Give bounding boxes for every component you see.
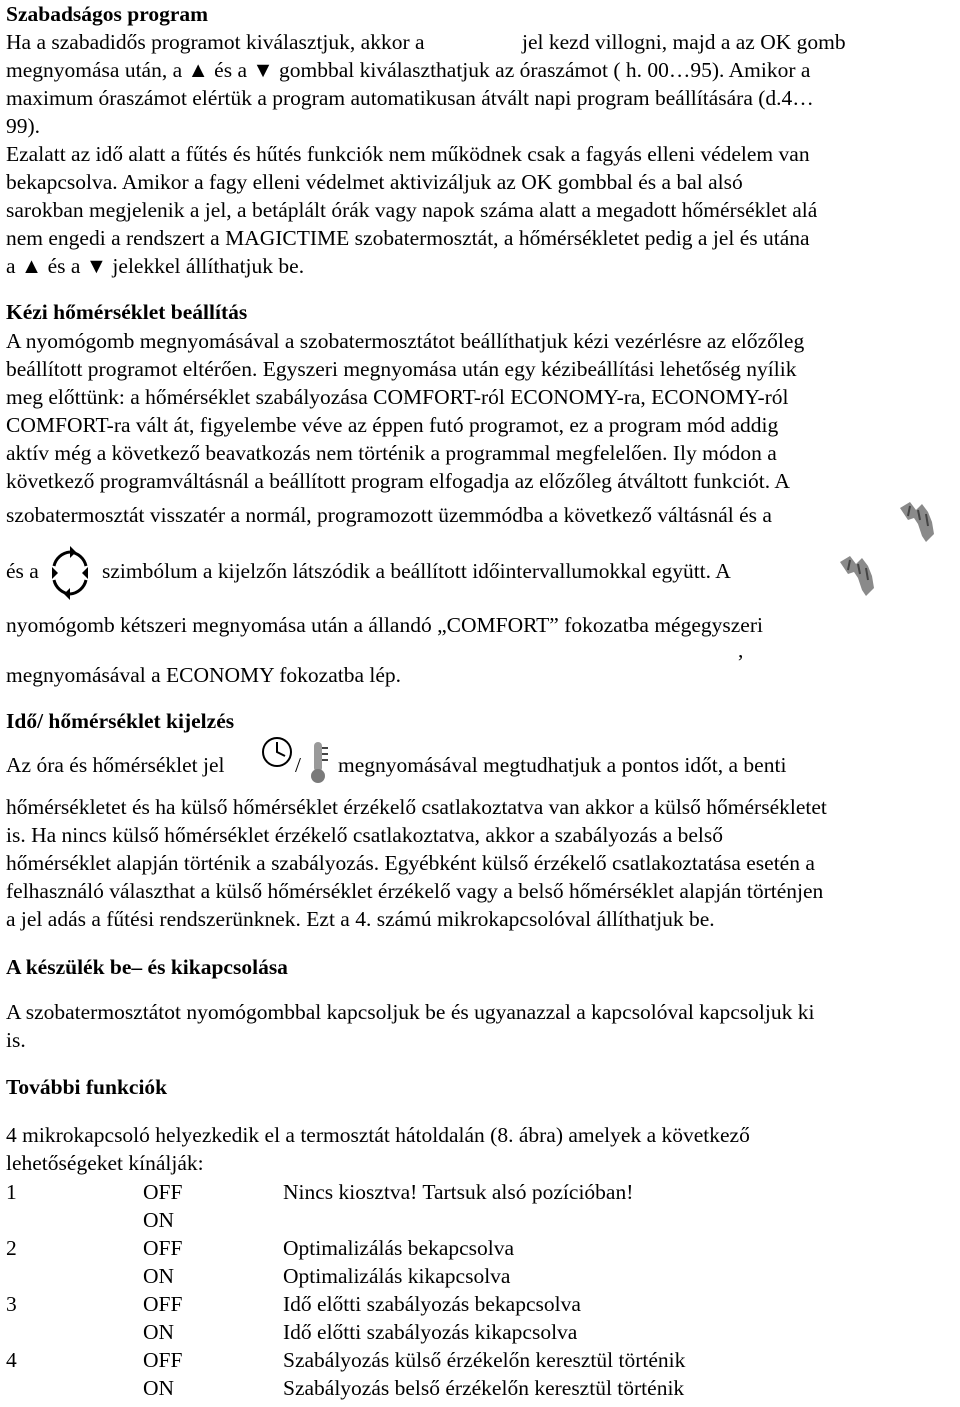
- thermometer-icon: [304, 740, 332, 784]
- clock-icon: [260, 734, 294, 770]
- para-line: és a: [6, 559, 39, 583]
- para-line: beállított programot eltérően. Egyszeri megnyomása után egy kézibeállítási lehetőség nyílik: [6, 357, 797, 381]
- para-line: sarokban megjelenik a jel, a betáplált órák vagy napok száma alatt a megadott hőmérséklet alá: [6, 198, 818, 222]
- switch-state: ON: [143, 1264, 175, 1288]
- para-line: jel kezd villogni, majd a az OK gomb: [522, 30, 846, 54]
- para-line: nyomógomb kétszeri megnyomása után a állandó „COMFORT” fokozatba mégegyszeri: [6, 613, 763, 637]
- para-line: Ezalatt az idő alatt a fűtés és hűtés funkciók nem működnek csak a fagyás elleni védelem van: [6, 142, 810, 166]
- para-line: a jel adás a fűtési rendszerünknek. Ezt a 4. számú mikrokapcsolóval állíthatjuk be.: [6, 907, 715, 931]
- para-line: is. Ha nincs külső hőmérséklet érzékelő csatlakoztatva, akkor a szabályozás a belső: [6, 823, 723, 847]
- switch-state: OFF: [143, 1236, 183, 1260]
- stray-comma: ,: [738, 638, 744, 662]
- para-line: szobatermosztát visszatér a normál, programozott üzemmódba a következő váltásnál és a: [6, 503, 772, 527]
- switch-number: 3: [6, 1292, 17, 1316]
- para-line: megnyomásával a ECONOMY fokozatba lép.: [6, 663, 402, 687]
- hand-icon: [896, 500, 940, 546]
- para-line: lehetőségeket kínálják:: [6, 1151, 204, 1175]
- para-line: a ▲ és a ▼ jelekkel állíthatjuk be.: [6, 254, 305, 278]
- switch-description: Idő előtti szabályozás bekapcsolva: [283, 1292, 581, 1316]
- para-line: 4 mikrokapcsoló helyezkedik el a termosztát hátoldalán (8. ábra) amelyek a következő: [6, 1123, 750, 1147]
- section-heading-time-temperature-display: Idő/ hőmérséklet kijelzés: [6, 709, 235, 733]
- switch-description: Optimalizálás kikapcsolva: [283, 1264, 511, 1288]
- switch-description: Szabályozás belső érzékelőn keresztül történik: [283, 1376, 685, 1400]
- para-line: COMFORT-ra vált át, figyelembe véve az éppen futó programot, ez a program mód addig: [6, 413, 779, 437]
- switch-description: Szabályozás külső érzékelőn keresztül történik: [283, 1348, 686, 1372]
- switch-number: 4: [6, 1348, 17, 1372]
- switch-number: 1: [6, 1180, 17, 1204]
- switch-state: OFF: [143, 1180, 183, 1204]
- para-line: A szobatermosztátot nyomógombbal kapcsoljuk be és ugyanazzal a kapcsolóval kapcsoljuk ki: [6, 1000, 815, 1024]
- section-heading-manual-temperature: Kézi hőmérséklet beállítás: [6, 300, 248, 324]
- para-line: hőmérséklet alapján történik a szabályozás. Egyébként külső érzékelő csatlakoztatása esetén a: [6, 851, 815, 875]
- para-line: Az óra és hőmérséklet jel: [6, 753, 225, 777]
- switch-number: 2: [6, 1236, 17, 1260]
- para-line: felhasználó választhat a külső hőmérséklet érzékelő vagy a belső hőmérséklet alapján történjen: [6, 879, 824, 903]
- switch-state: OFF: [143, 1292, 183, 1316]
- para-line: maximum óraszámot elértük a program automatikusan átvált napi program beállítására (d.4…: [6, 86, 814, 110]
- para-line: megnyomása után, a ▲ és a ▼ gombbal kiválaszthatjuk az óraszámot ( h. 00…95). Amikor a: [6, 58, 811, 82]
- switch-description: Optimalizálás bekapcsolva: [283, 1236, 515, 1260]
- para-line: hőmérsékletet és ha külső hőmérséklet érzékelő csatlakoztatva van akkor a külső hőmérsékletet: [6, 795, 827, 819]
- para-line: Ha a szabadidős programot kiválasztjuk, akkor a: [6, 30, 425, 54]
- switch-state: ON: [143, 1376, 175, 1400]
- cycle-arrows-icon: [48, 546, 92, 600]
- switch-state: ON: [143, 1208, 175, 1232]
- hand-icon: [836, 552, 880, 602]
- para-line: nem engedi a rendszert a MAGICTIME szobatermosztát, a hőmérsékletet pedig a jel és utána: [6, 226, 810, 250]
- section-heading-holiday-program: Szabadságos program: [6, 2, 209, 26]
- section-heading-power-on-off: A készülék be– és kikapcsolása: [6, 955, 288, 979]
- switch-state: ON: [143, 1320, 175, 1344]
- para-line: bekapcsolva. Amikor a fagy elleni védelmet aktivizáljuk az OK gombbal és a bal alsó: [6, 170, 743, 194]
- para-line: 99).: [6, 114, 41, 138]
- para-line: aktív még a következő beavatkozás nem történik a programmal megfelelően. Ily módon a: [6, 441, 777, 465]
- section-heading-further-functions: További funkciók: [6, 1075, 168, 1099]
- para-line: szimbólum a kijelzőn látszódik a beállított időintervallumokkal együtt. A: [102, 559, 731, 583]
- switch-description: Idő előtti szabályozás kikapcsolva: [283, 1320, 578, 1344]
- para-line: következő programváltásnál a beállított program elfogadja az előzőleg átváltott funkciót. A: [6, 469, 790, 493]
- para-line: megnyomásával megtudhatjuk a pontos időt, a benti: [338, 753, 787, 777]
- switch-description: Nincs kiosztva! Tartsuk alsó pozícióban!: [283, 1180, 634, 1204]
- para-line: is.: [6, 1028, 26, 1052]
- switch-state: OFF: [143, 1348, 183, 1372]
- para-line: meg előttünk: a hőmérséklet szabályozása COMFORT-ról ECONOMY-ra, ECONOMY-ról: [6, 385, 789, 409]
- para-line: A nyomógomb megnyomásával a szobatermosztátot beállíthatjuk kézi vezérlésre az előzőleg: [6, 329, 805, 353]
- slash-separator: /: [295, 753, 301, 777]
